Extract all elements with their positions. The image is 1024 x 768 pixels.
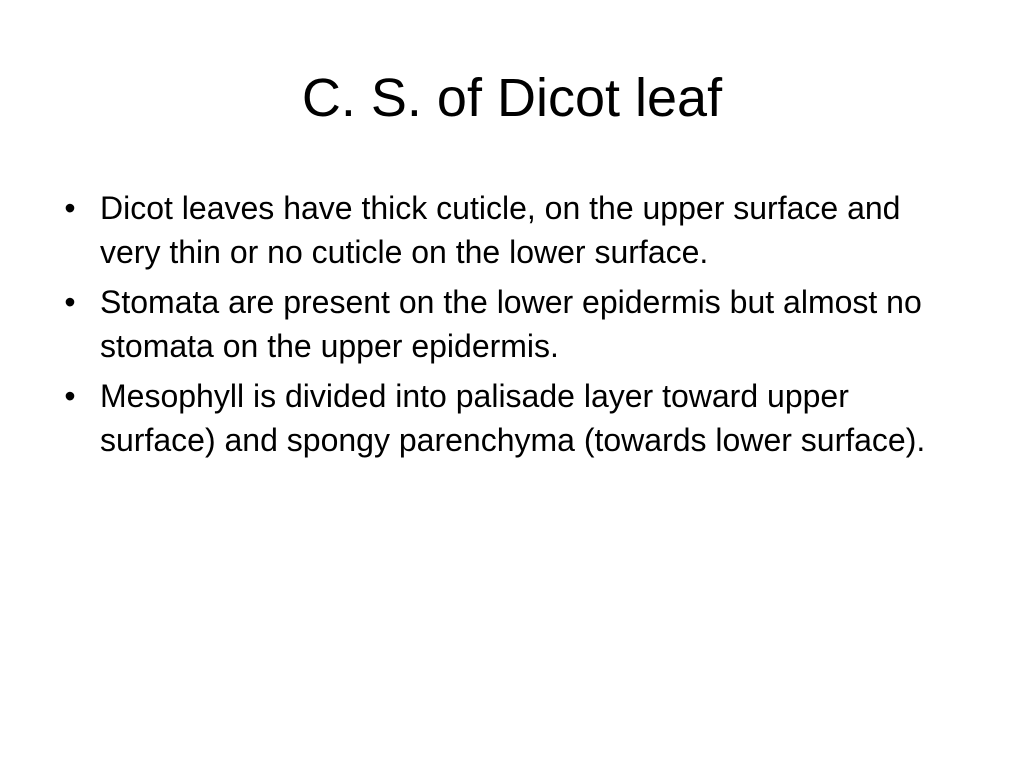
bullet-item (56, 374, 956, 462)
bullet-item (56, 186, 956, 274)
bullet-text: Stomata are present on the lower epidermis but almost no stomata on the upper epidermis. (100, 284, 922, 364)
bullet-marker: • (64, 190, 76, 226)
bullet-marker: • (64, 284, 76, 320)
bullet-marker: • (64, 378, 76, 414)
slide-title: C. S. of Dicot leaf (301, 68, 723, 128)
bullet-list (56, 186, 956, 468)
bullet-text: Dicot leaves have thick cuticle, on the upper surface and very thin or no cuticle on the lower surface. (100, 190, 901, 270)
bullet-item (56, 280, 956, 368)
bullet-text: Mesophyll is divided into palisade layer toward upper surface) and spongy parenchyma (towards lower surface). (100, 378, 926, 458)
